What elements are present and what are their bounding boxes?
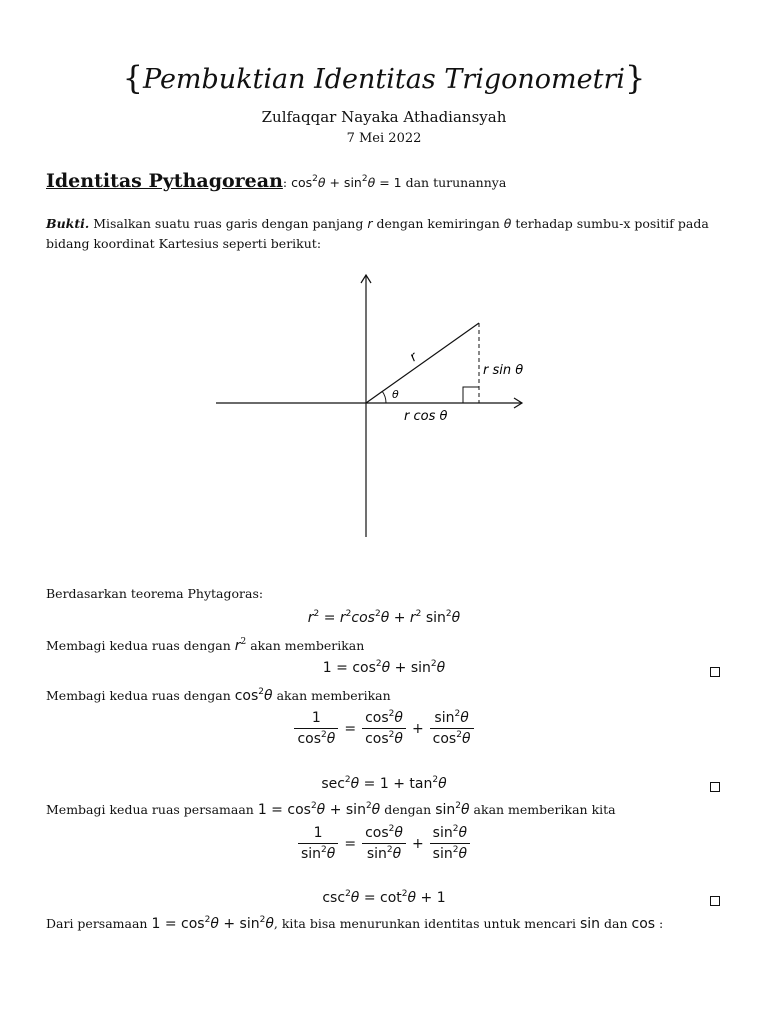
label-rcos: r cos θ [404,409,448,424]
label-rsin: r sin θ [483,363,524,378]
paragraph-divide-cos2: Membagi kedua ruas dengan $\cos^2\theta$ akan memberikan [46,687,391,704]
paragraph-divide-r2: Membagi kedua ruas dengan $r^2$ akan memberikan [46,637,365,654]
proof-intro: Bukti. Misalkan suatu ruas garis dengan panjang r dengan kemiringan θ terhadap sumbu-x positif pada bidang koordinat Kartesius seperti berikut: [46,216,709,251]
equation-4: $\sec^2\theta = 1 + \tan^2\theta$ [321,775,447,792]
date: 7 Mei 2022 [346,131,422,146]
paragraph-pythagoras: Berdasarkan teorema Phytagoras: [46,586,264,601]
paragraph-divide-sin2: Membagi kedua ruas persamaan $1 = \cos^2\theta + \sin^2\theta$ dengan $\sin^2\theta$ akan memberikan kita [46,801,616,818]
equation-2: $1 = \cos^2\theta + \sin^2\theta$ [322,659,446,676]
author: Zulfaqqar Nayaka Athadiansyah [261,108,507,126]
qed-box [710,667,720,677]
equation-6: $\csc^2\theta = \cot^2\theta + 1$ [322,889,446,906]
qed-box [710,896,720,906]
paragraph-derive: Dari persamaan $1 = \cos^2\theta + \sin^2\theta$, kita bisa menurunkan identitas untuk mencari sin dan cos : [46,915,664,932]
coordinate-diagram [200,265,540,545]
equation-1: $r^2 = r^2\cos^2\theta + r^2$ $\sin^2\theta$ [307,609,461,626]
segment-r [366,323,479,403]
qed-box [710,782,720,792]
angle-arc [382,391,386,403]
label-theta: θ [392,388,399,401]
label-r: r [407,349,421,366]
document-title: {Pembuktian Identitas Trigonometri} [122,59,646,97]
equation-3-fraction: $\frac{1}{\cos^2\theta}$ = $\frac{\cos^2\theta}{\cos^2\theta}$ + $\frac{\sin^2\theta}{\cos^2\theta}$ [0,710,768,747]
equation-5-fraction: $\frac{1}{\sin^2\theta}$ = $\frac{\cos^2\theta}{\sin^2\theta}$ + $\frac{\sin^2\theta}{\sin^2\theta}$ [0,825,768,862]
right-angle-mark [463,387,479,403]
section-heading: Identitas Pythagorean: $\cos^2\theta + \sin^2\theta = 1$ dan turunannya [46,170,507,192]
